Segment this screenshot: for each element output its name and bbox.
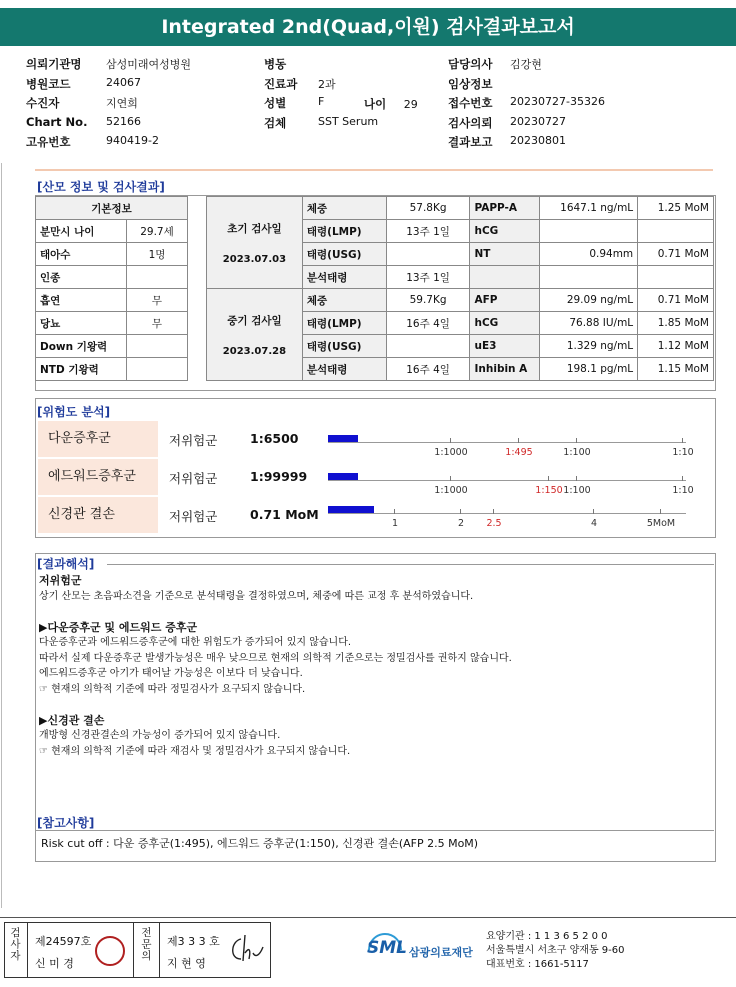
interp-line: 상기 산모는 초음파소견을 기준으로 분석태령을 결정하였으며, 체중에 따른 교정 후 분석하였습니다. bbox=[39, 590, 474, 602]
org-name: 삼광의료재단 bbox=[409, 946, 473, 959]
risk-value: 0.71 MoM bbox=[250, 507, 319, 522]
param-value: 16주 4일 bbox=[386, 312, 470, 335]
basic-info-value: 무 bbox=[127, 312, 188, 335]
risk-tick bbox=[460, 509, 461, 514]
risk-row bbox=[38, 459, 708, 495]
risk-tick-label: 1:150 bbox=[535, 485, 563, 496]
risk-row bbox=[38, 421, 708, 457]
risk-tick-label: 2 bbox=[457, 518, 465, 529]
interp-sub2-lines bbox=[39, 728, 709, 759]
header-field bbox=[448, 95, 708, 113]
risk-level: 저위험군 bbox=[169, 509, 218, 524]
param-label: 분석태령 bbox=[302, 358, 386, 381]
header-field bbox=[26, 56, 256, 74]
first-exam-title: 초기 검사일 bbox=[227, 222, 282, 235]
header-field-label: 진료과 bbox=[264, 76, 298, 91]
reviewer-license: 제3 3 3 호 bbox=[167, 935, 220, 948]
risk-value: 1:99999 bbox=[250, 469, 308, 484]
header-field-value: F bbox=[318, 95, 325, 108]
risk-level: 저위험군 bbox=[169, 433, 218, 448]
marker-name: hCG bbox=[470, 220, 540, 243]
risk-tick bbox=[576, 476, 577, 481]
param-label: 체중 bbox=[302, 197, 386, 220]
param-value: 13주 1일 bbox=[386, 266, 470, 289]
sign-divider bbox=[159, 923, 160, 977]
risk-tick bbox=[593, 509, 594, 514]
risk-tick-label: 1:495 bbox=[505, 447, 533, 458]
sign-divider bbox=[133, 923, 134, 977]
basic-info-label: NTD 기왕력 bbox=[36, 358, 127, 381]
header-field-label: 담당의사 bbox=[448, 57, 493, 71]
marker-name: AFP bbox=[470, 289, 540, 312]
basic-info-value: 1명 bbox=[127, 243, 188, 266]
header-field-label: 접수번호 bbox=[448, 96, 493, 110]
reviewer-name: 지 현 영 bbox=[167, 957, 206, 970]
interp-line: 개방형 신경관결손의 가능성이 증가되어 있지 않습니다. bbox=[39, 730, 281, 741]
marker-name: NT bbox=[470, 243, 540, 266]
header-field-value: 24067 bbox=[106, 75, 141, 89]
screening-results-table bbox=[206, 196, 714, 381]
table-row bbox=[36, 289, 188, 312]
risk-tick-label: 1:100 bbox=[563, 447, 591, 458]
age-block bbox=[364, 96, 418, 112]
param-value bbox=[386, 335, 470, 358]
interp-sub-ntd: ▶신경관 결손 bbox=[39, 713, 105, 727]
marker-value: 1647.1 ng/mL bbox=[540, 197, 638, 220]
risk-tick bbox=[660, 509, 661, 514]
interp-line: 따라서 실제 다운증후군 발생가능성은 매우 낮으므로 현재의 의학적 기준으로는 정밀검사를 권하지 않습니다. bbox=[39, 652, 512, 664]
header-field-label: 검사의뢰 bbox=[448, 115, 493, 130]
risk-axis bbox=[328, 480, 686, 481]
marker-name: PAPP-A bbox=[470, 197, 540, 220]
table-row bbox=[36, 220, 188, 243]
risk-tick-label: 5MoM bbox=[646, 518, 676, 529]
logo-text: SML bbox=[367, 938, 407, 958]
risk-tick-label: 1:10 bbox=[672, 447, 694, 458]
header-field-value: 52166 bbox=[106, 114, 141, 128]
marker-mom: 0.71 MoM bbox=[638, 289, 714, 312]
basic-info-label: 인종 bbox=[36, 266, 127, 289]
footer-rule bbox=[0, 917, 736, 918]
param-value: 13주 1일 bbox=[386, 220, 470, 243]
interp-title: 저위험군 bbox=[39, 574, 82, 587]
interp-line: 에드워드증후군 아기가 태어날 가능성은 이보다 더 낮습니다. bbox=[39, 668, 303, 679]
risk-tick-label: 1:1000 bbox=[434, 485, 468, 496]
header-field bbox=[26, 134, 256, 152]
sml-logo bbox=[365, 930, 485, 970]
risk-name: 에드워드증후군 bbox=[38, 459, 158, 495]
patient-header bbox=[26, 56, 726, 152]
marker-value: 29.09 ng/mL bbox=[540, 289, 638, 312]
risk-axis bbox=[328, 513, 686, 514]
interp-line: ☞ 현재의 의학적 기준에 따라 정밀검사가 요구되지 않습니다. bbox=[39, 683, 306, 695]
basic-info-label: Down 기왕력 bbox=[36, 335, 127, 358]
ref-section-heading: [참고사항] bbox=[37, 816, 95, 830]
marker-value: 0.94mm bbox=[540, 243, 638, 266]
header-field bbox=[26, 76, 256, 94]
header-field-label: 병동 bbox=[264, 57, 287, 71]
org-info bbox=[486, 930, 625, 972]
risk-bar bbox=[328, 473, 358, 480]
risk-tick bbox=[450, 476, 451, 481]
header-field-value: 김강현 bbox=[510, 58, 542, 71]
examiner-name: 신 미 경 bbox=[35, 957, 74, 970]
header-field bbox=[264, 56, 424, 74]
interp-section-heading: [결과해석] bbox=[37, 555, 97, 572]
table-row bbox=[207, 197, 714, 220]
marker-value bbox=[540, 220, 638, 243]
age-value: 29 bbox=[403, 98, 418, 111]
risk-tick-label: 2.5 bbox=[486, 518, 502, 529]
param-value: 16주 4일 bbox=[386, 358, 470, 381]
risk-chart bbox=[38, 421, 708, 533]
interp-sub1-lines bbox=[39, 635, 709, 697]
report-title: Integrated 2nd(Quad,이원) 검사결과보고서 bbox=[0, 8, 736, 46]
mother-section-heading: [산모 정보 및 검사결과] bbox=[37, 180, 165, 194]
header-field bbox=[264, 76, 424, 94]
marker-mom: 1.25 MoM bbox=[638, 197, 714, 220]
basic-info-table bbox=[35, 196, 188, 381]
header-field-value: 20230727 bbox=[510, 114, 566, 128]
examiner-label: 검사자 bbox=[9, 927, 21, 962]
marker-mom: 1.15 MoM bbox=[638, 358, 714, 381]
divider-line bbox=[35, 169, 713, 171]
header-field-label: 병원코드 bbox=[26, 76, 71, 91]
header-field-value: SST Serum bbox=[318, 114, 379, 128]
header-field-value: 20230801 bbox=[510, 134, 566, 147]
risk-name: 신경관 결손 bbox=[38, 497, 158, 533]
risk-value: 1:6500 bbox=[250, 431, 299, 446]
marker-value bbox=[540, 266, 638, 289]
basic-info-value bbox=[127, 335, 188, 358]
reviewer-signature bbox=[227, 931, 267, 967]
table-row bbox=[36, 266, 188, 289]
basic-info-value: 29.7세 bbox=[127, 220, 188, 243]
risk-tick-label: 1:10 bbox=[672, 485, 694, 496]
risk-tick-label: 1 bbox=[391, 518, 399, 529]
risk-tick-label: 1:1000 bbox=[434, 447, 468, 458]
risk-tick bbox=[576, 438, 577, 443]
org-address: 서울특별시 서초구 양재동 9-60 bbox=[486, 945, 625, 956]
org-phone: 대표번호 : 1661-5117 bbox=[486, 959, 589, 970]
header-field bbox=[264, 115, 424, 133]
risk-tick bbox=[518, 438, 519, 443]
header-field-label: 의뢰기관명 bbox=[26, 57, 82, 71]
param-value bbox=[386, 243, 470, 266]
age-label: 나이 bbox=[364, 97, 387, 111]
table-row bbox=[36, 358, 188, 381]
risk-cutoff-text: Risk cut off : 다운 증후군(1:495), 에드워드 증후군(1:150), 신경관 결손(AFP 2.5 MoM) bbox=[41, 837, 479, 850]
param-label: 태령(USG) bbox=[302, 335, 386, 358]
header-field-value: 940419-2 bbox=[106, 134, 159, 147]
risk-axis bbox=[328, 442, 686, 443]
param-label: 태령(USG) bbox=[302, 243, 386, 266]
header-field bbox=[26, 115, 256, 133]
table-row bbox=[36, 243, 188, 266]
risk-bar bbox=[328, 435, 358, 442]
interp-sub-down-edwards: ▶다운증후군 및 에드워드 증후군 bbox=[39, 620, 198, 634]
second-exam-date: 2023.07.28 bbox=[222, 345, 287, 357]
marker-mom: 1.12 MoM bbox=[638, 335, 714, 358]
basic-info-title: 기본정보 bbox=[36, 197, 188, 220]
second-exam-title: 중기 검사일 bbox=[227, 314, 282, 327]
header-field-value: 20230727-35326 bbox=[510, 95, 605, 108]
param-label: 태령(LMP) bbox=[302, 220, 386, 243]
param-value: 59.7Kg bbox=[386, 289, 470, 312]
signature-box bbox=[4, 922, 271, 978]
param-label: 태령(LMP) bbox=[302, 312, 386, 335]
header-field-value: 2과 bbox=[318, 77, 336, 91]
ref-heading-rule bbox=[35, 830, 714, 831]
marker-name: hCG bbox=[470, 312, 540, 335]
param-value: 57.8Kg bbox=[386, 197, 470, 220]
basic-info-value bbox=[127, 358, 188, 381]
marker-mom bbox=[638, 220, 714, 243]
risk-tick-label: 4 bbox=[590, 518, 598, 529]
marker-name: Inhibin A bbox=[470, 358, 540, 381]
header-field bbox=[448, 115, 708, 133]
header-field-value: 삼성미래여성병원 bbox=[106, 58, 192, 71]
marker-value: 1.329 ng/mL bbox=[540, 335, 638, 358]
header-field-label: 수진자 bbox=[26, 96, 60, 110]
header-field bbox=[448, 76, 708, 94]
basic-info-label: 흡연 bbox=[36, 289, 127, 312]
sign-divider bbox=[27, 923, 28, 977]
risk-tick bbox=[493, 509, 494, 514]
table-row bbox=[36, 335, 188, 358]
param-label: 분석태령 bbox=[302, 266, 386, 289]
header-field-label: 결과보고 bbox=[448, 135, 493, 149]
header-field bbox=[26, 95, 256, 113]
table-row bbox=[36, 312, 188, 335]
marker-value: 198.1 pg/mL bbox=[540, 358, 638, 381]
risk-section-heading: [위험도 분석] bbox=[37, 405, 111, 419]
risk-tick bbox=[548, 476, 549, 481]
param-label: 체중 bbox=[302, 289, 386, 312]
header-field bbox=[448, 134, 708, 152]
risk-level: 저위험군 bbox=[169, 471, 218, 486]
risk-name: 다운증후군 bbox=[38, 421, 158, 457]
table-row bbox=[207, 289, 714, 312]
marker-mom: 1.85 MoM bbox=[638, 312, 714, 335]
interp-heading-rule bbox=[107, 564, 714, 565]
reviewer-label: 전문의 bbox=[140, 927, 152, 962]
risk-tick bbox=[682, 476, 683, 481]
header-field-value: 지연희 bbox=[106, 97, 138, 110]
marker-mom: 0.71 MoM bbox=[638, 243, 714, 266]
risk-row bbox=[38, 497, 708, 533]
risk-tick bbox=[682, 438, 683, 443]
interp-body bbox=[39, 573, 709, 759]
basic-info-label: 분만시 나이 bbox=[36, 220, 127, 243]
second-exam-cell bbox=[207, 289, 303, 381]
examiner-seal-stamp bbox=[95, 936, 125, 966]
marker-name: uE3 bbox=[470, 335, 540, 358]
interp-line: ☞ 현재의 의학적 기준에 따라 재검사 및 정밀검사가 요구되지 않습니다. bbox=[39, 745, 351, 757]
risk-tick-label: 1:100 bbox=[563, 485, 591, 496]
header-field-label: 임상정보 bbox=[448, 76, 493, 91]
risk-bar bbox=[328, 506, 374, 513]
basic-info-value bbox=[127, 266, 188, 289]
header-field-label: 고유번호 bbox=[26, 135, 71, 149]
header-field-label: Chart No. bbox=[26, 114, 88, 129]
interp-line: 다운증후군과 에드워드증후군에 대한 위험도가 증가되어 있지 않습니다. bbox=[39, 637, 352, 648]
marker-value: 76.88 IU/mL bbox=[540, 312, 638, 335]
first-exam-date: 2023.07.03 bbox=[222, 253, 287, 265]
header-field bbox=[448, 56, 708, 74]
basic-info-label: 태아수 bbox=[36, 243, 127, 266]
header-field-label: 성별 bbox=[264, 96, 287, 110]
examiner-license: 제24597호 bbox=[35, 935, 92, 948]
header-field-label: 검체 bbox=[264, 115, 287, 130]
first-exam-cell bbox=[207, 197, 303, 289]
risk-tick bbox=[394, 509, 395, 514]
basic-info-label: 당뇨 bbox=[36, 312, 127, 335]
org-code: 요양기관 : 1 1 3 6 5 2 0 0 bbox=[486, 931, 608, 942]
marker-mom bbox=[638, 266, 714, 289]
risk-tick bbox=[450, 438, 451, 443]
basic-info-value: 무 bbox=[127, 289, 188, 312]
marker-name bbox=[470, 266, 540, 289]
